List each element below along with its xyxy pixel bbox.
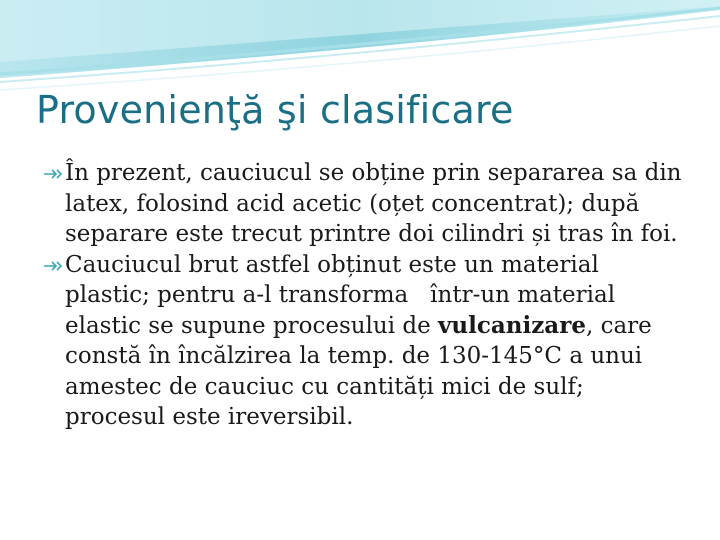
bullet-paragraph [40, 250, 690, 433]
slide-title: Provenienţă şi clasificare [36, 88, 514, 132]
paragraph-text: , care constă în încălzirea la temp. de 130-145°C a unui amestec de cauciuc cu cantități mici de sulf; procesul este ireversibil. [65, 312, 652, 430]
header-wave-banner [0, 0, 720, 95]
paragraph-text: Cauciucul brut astfel obținut este un material plastic; pentru a-l transforma într-un material elastic se supune procesului de [65, 251, 623, 339]
paragraph-text: În prezent, cauciucul se obține prin separarea sa din latex, folosind acid acetic (oțet concentrat); după separare este trecut printre doi cilindri și tras în foi. [65, 160, 682, 247]
bullet-paragraph [40, 158, 690, 250]
arrow-bullet-icon [42, 158, 62, 188]
emphasis-term: vulcanizare [438, 311, 586, 339]
arrow-bullet-icon [42, 250, 62, 280]
slide-body [40, 158, 690, 433]
